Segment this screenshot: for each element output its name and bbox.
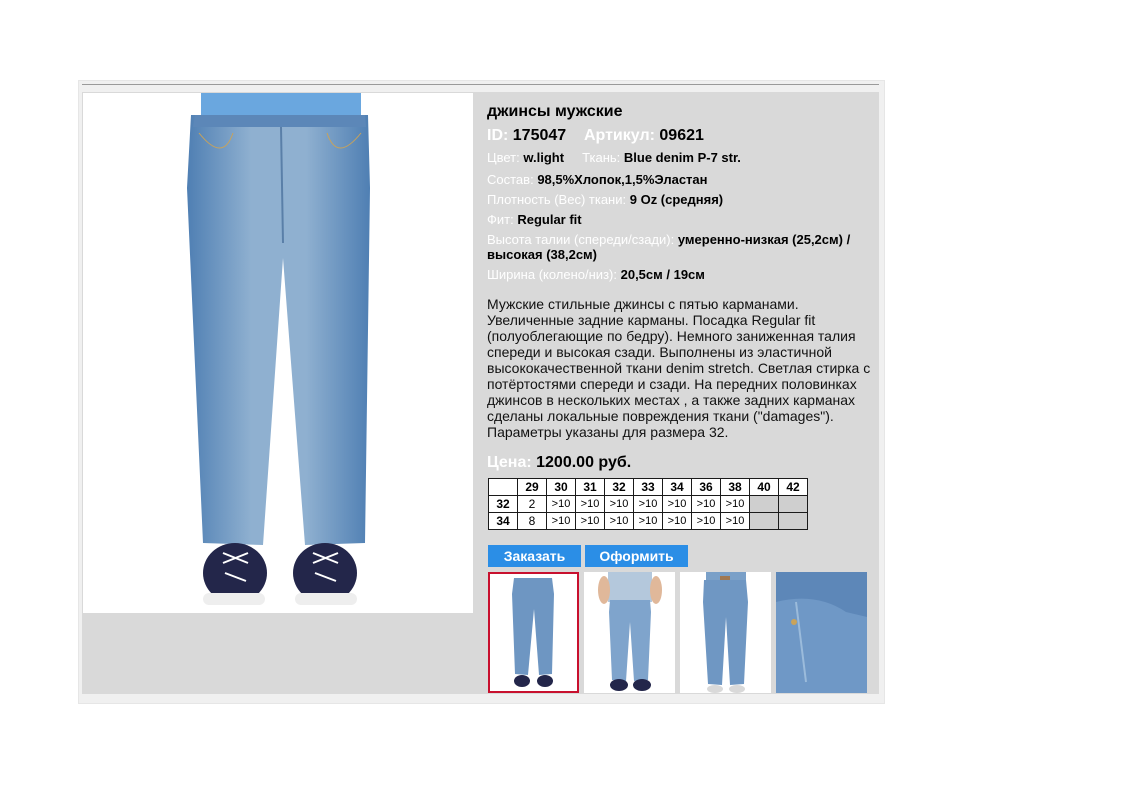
article-value: 09621 bbox=[659, 127, 704, 144]
size-header-cell: 31 bbox=[576, 479, 605, 496]
stock-cell[interactable]: >10 bbox=[721, 513, 750, 530]
main-product-photo bbox=[83, 93, 473, 613]
thumbnail-4[interactable] bbox=[776, 572, 867, 693]
waist-value: умеренно-низкая (25,2см) / высокая (38,2см) bbox=[487, 232, 851, 262]
stock-cell[interactable]: >10 bbox=[576, 496, 605, 513]
product-description: Мужские стильные джинсы с пятью карманами. Увеличенные задние карманы. Посадка Regular fit (полуоблегающие по бедру). Немного заниженная талия спереди и высокая сзади. Выполнены из эластичной высококачественной ткани denim stretch. Светлая стирка с потёртостями спереди и сзади. На передних половинках джинсов в нескольких местах , а также задних карманах сделаны локальные повреждения ткани ("damages"). Параметры указаны для размера 32. bbox=[487, 296, 871, 440]
price-value: 1200.00 руб. bbox=[536, 454, 632, 471]
size-stock-table bbox=[488, 478, 808, 530]
length-cell: 32 bbox=[489, 496, 518, 513]
price-label: Цена: bbox=[487, 454, 532, 471]
color-value: w.light bbox=[523, 150, 565, 165]
width-value: 20,5см / 19см bbox=[620, 267, 705, 282]
stock-cell-empty bbox=[779, 513, 808, 530]
stock-cell[interactable]: >10 bbox=[721, 496, 750, 513]
size-header-cell: 38 bbox=[721, 479, 750, 496]
stock-cell-empty bbox=[750, 513, 779, 530]
stock-cell-empty bbox=[750, 496, 779, 513]
stock-cell[interactable]: >10 bbox=[692, 513, 721, 530]
fabric-value: Blue denim P-7 str. bbox=[623, 150, 741, 165]
product-info bbox=[487, 103, 879, 472]
product-title: джинсы мужские bbox=[487, 103, 623, 120]
size-header-row bbox=[489, 479, 808, 496]
size-header-cell: 30 bbox=[547, 479, 576, 496]
fabric-label: Ткань: bbox=[582, 150, 621, 165]
stock-cell[interactable]: >10 bbox=[605, 496, 634, 513]
waist-row bbox=[487, 232, 879, 262]
composition-row bbox=[487, 172, 879, 187]
stock-cell[interactable]: >10 bbox=[692, 496, 721, 513]
color-label: Цвет: bbox=[487, 150, 520, 165]
size-header-cell: 34 bbox=[663, 479, 692, 496]
density-label: Плотность (Вес) ткани: bbox=[487, 192, 627, 207]
thumbnail-3[interactable] bbox=[680, 572, 771, 693]
size-header-cell: 33 bbox=[634, 479, 663, 496]
divider bbox=[82, 84, 879, 85]
article-label: Артикул: bbox=[583, 127, 655, 144]
width-row bbox=[487, 267, 879, 282]
stock-cell[interactable]: >10 bbox=[576, 513, 605, 530]
stock-cell[interactable]: >10 bbox=[663, 513, 692, 530]
size-row bbox=[489, 496, 808, 513]
composition-value: 98,5%Хлопок,1,5%Эластан bbox=[537, 172, 708, 187]
stock-cell[interactable]: 2 bbox=[518, 496, 547, 513]
size-header-cell: 32 bbox=[605, 479, 634, 496]
checkout-button[interactable]: Оформить bbox=[585, 545, 688, 567]
stock-cell[interactable]: >10 bbox=[634, 496, 663, 513]
price-line bbox=[487, 454, 879, 472]
fit-label: Фит: bbox=[487, 212, 514, 227]
size-header-cell: 40 bbox=[750, 479, 779, 496]
size-header-cell: 36 bbox=[692, 479, 721, 496]
stock-cell[interactable]: 8 bbox=[518, 513, 547, 530]
id-label: ID: bbox=[487, 127, 509, 144]
stock-cell-empty bbox=[779, 496, 808, 513]
order-button[interactable]: Заказать bbox=[488, 545, 581, 567]
composition-label: Состав: bbox=[487, 172, 534, 187]
fit-value: Regular fit bbox=[517, 212, 582, 227]
fit-row bbox=[487, 212, 879, 227]
stock-cell[interactable]: >10 bbox=[634, 513, 663, 530]
width-label: Ширина (колено/низ): bbox=[487, 267, 617, 282]
size-header-cell: 29 bbox=[518, 479, 547, 496]
waist-label: Высота талии (спереди/сзади): bbox=[487, 232, 675, 247]
length-cell: 34 bbox=[489, 513, 518, 530]
thumbnail-2[interactable] bbox=[584, 572, 675, 693]
density-row bbox=[487, 192, 879, 207]
size-header-cell bbox=[489, 479, 518, 496]
stock-cell[interactable]: >10 bbox=[547, 496, 576, 513]
color-fabric-row bbox=[487, 150, 879, 165]
id-value: 175047 bbox=[512, 127, 567, 144]
size-row bbox=[489, 513, 808, 530]
density-value: 9 Oz (средняя) bbox=[629, 192, 724, 207]
stock-cell[interactable]: >10 bbox=[547, 513, 576, 530]
thumbnail-1[interactable] bbox=[488, 572, 579, 693]
id-line bbox=[487, 127, 879, 145]
size-header-cell: 42 bbox=[779, 479, 808, 496]
stock-cell[interactable]: >10 bbox=[663, 496, 692, 513]
stock-cell[interactable]: >10 bbox=[605, 513, 634, 530]
